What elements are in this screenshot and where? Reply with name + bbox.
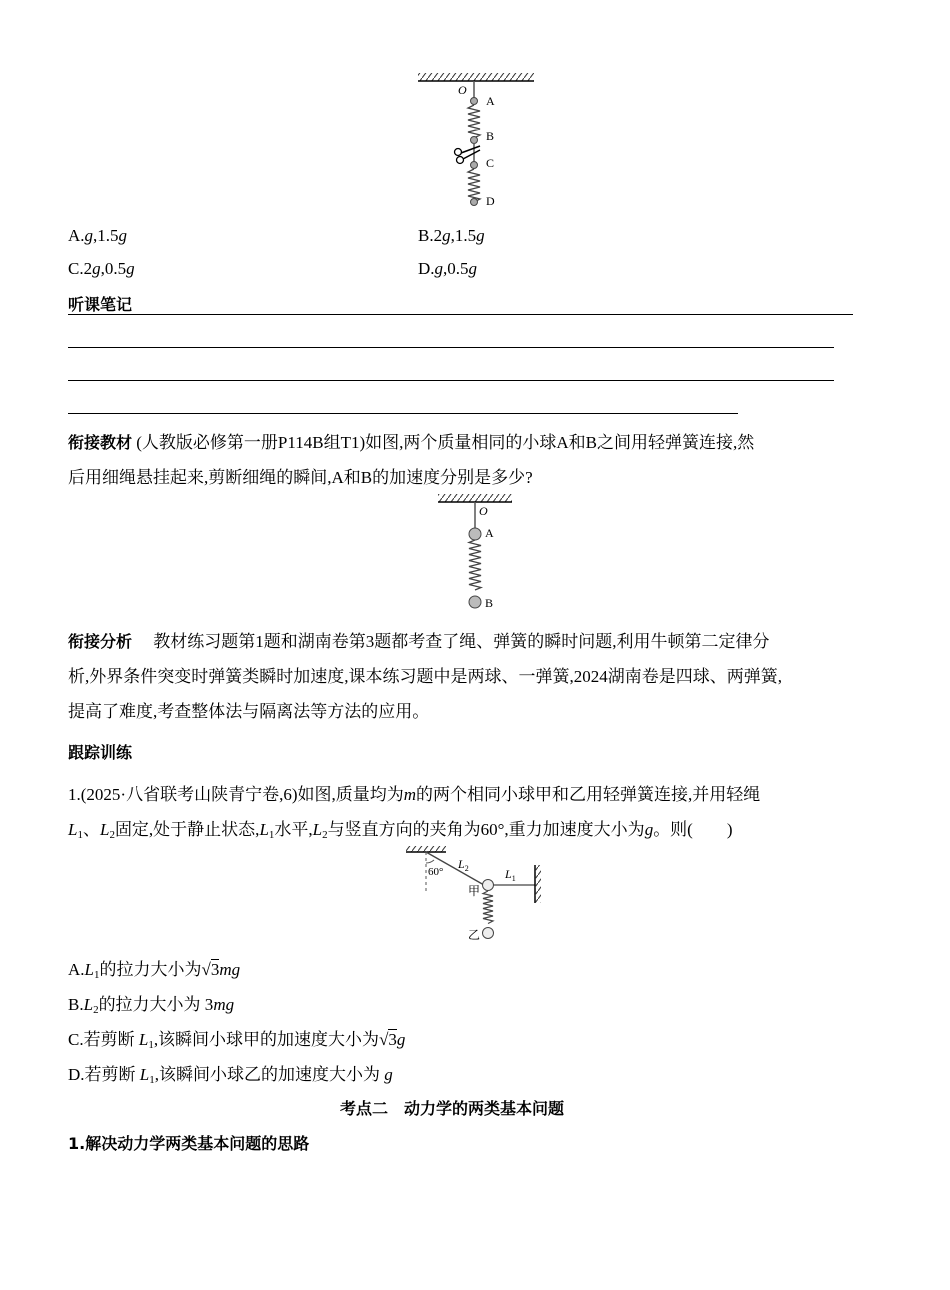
q1-option-b: $B.L_2$的拉力大小为 3mg <box>68 995 235 1016</box>
analysis-line-2: 析,外界条件突变时弹簧类瞬时加速度,课本练习题中是两球、一弹簧,2024湖南卷是四球、两弹簧, <box>68 667 782 686</box>
label-b: B <box>485 596 494 610</box>
option-c: C.2g,0.5g <box>68 259 135 278</box>
spring-cd <box>468 169 480 202</box>
option-a: A.g,1.5g <box>68 226 128 245</box>
ceiling <box>406 846 446 852</box>
point-1-title: 1.解决动力学两类基本问题的思路 <box>68 1134 310 1153</box>
ball-c <box>471 162 478 169</box>
section-2-title: 考点二 动力学的两类基本问题 <box>340 1099 565 1118</box>
angle-arc <box>426 860 434 863</box>
notes-line-1 <box>68 314 853 315</box>
label-o: O <box>479 504 488 518</box>
label-o: O <box>458 83 467 97</box>
textbook-line-2: 后用细绳悬挂起来,剪断细绳的瞬间,A和B的加速度分别是多少? <box>68 468 533 487</box>
analysis-heading: 衔接分析 <box>68 632 133 651</box>
ball-a <box>471 98 478 105</box>
q1-option-d: D.若剪断 $L_1$,该瞬间小球乙的加速度大小为 g <box>68 1065 393 1086</box>
label-b: B <box>486 129 495 143</box>
q1-option-c: C.若剪断 $L_1$,该瞬间小球甲的加速度大小为√3g <box>68 1030 406 1051</box>
ball-d <box>471 199 478 206</box>
ceiling <box>438 494 512 502</box>
notes-line-4 <box>68 413 738 414</box>
textbook-heading: 衔接教材 <box>68 433 133 452</box>
label-angle: 60° <box>428 866 444 878</box>
figure-two-balls-spring <box>430 490 520 615</box>
analysis-line-3: 提高了难度,考查整体法与隔离法等方法的应用。 <box>68 702 430 721</box>
question-1-line-1: 1.(2025·八省联考山陕青宁卷,6)如图,质量均为m的两个相同小球甲和乙用轻弹簧连接,并用轻绳 <box>68 785 761 804</box>
textbook-line-1: 衔接教材 (人教版必修第一册P114B组T1)如图,两个质量相同的小球A和B之间用轻弹簧连接,然 <box>68 433 755 452</box>
ball-a <box>469 528 481 540</box>
label-l2: $L_2$ <box>458 857 469 873</box>
ball-b <box>471 137 478 144</box>
label-a: A <box>485 526 494 540</box>
spring <box>483 891 493 924</box>
training-heading: 跟踪训练 <box>68 743 133 762</box>
label-d: D <box>486 194 495 208</box>
label-l1: $L_1$ <box>505 867 516 883</box>
question-1-line-2: $L_1$、$L_2$固定,处于静止状态$,L_1$水平$,L_2$与竖直方向的夹角为60°,重力加速度大小为g。则( ) <box>68 820 733 841</box>
ball-jia <box>483 880 494 891</box>
label-yi: 乙 <box>468 928 481 942</box>
spring-ab <box>468 105 480 138</box>
label-c: C <box>486 156 495 170</box>
scissors-icon <box>455 146 481 164</box>
ball-yi <box>483 928 494 939</box>
ceiling <box>418 73 534 81</box>
figure-ropes-balls <box>400 843 550 943</box>
notes-title: 听课笔记 <box>68 295 133 314</box>
q1-option-a: $A.L_1$的拉力大小为√3mg <box>68 960 241 981</box>
notes-line-2 <box>68 347 834 348</box>
analysis-line-1: 衔接分析 教材练习题第1题和湖南卷第3题都考查了绳、弹簧的瞬时问题,利用牛顿第二定律分 <box>68 632 770 651</box>
option-b: B.2g,1.5g <box>418 226 485 245</box>
notes-line-3 <box>68 380 834 381</box>
ball-b <box>469 596 481 608</box>
figure-spring-chain-scissors <box>410 70 540 215</box>
label-a: A <box>486 94 495 108</box>
label-jia: 甲 <box>468 884 481 898</box>
spring <box>469 540 481 590</box>
option-d: D.g,0.5g <box>418 259 478 278</box>
